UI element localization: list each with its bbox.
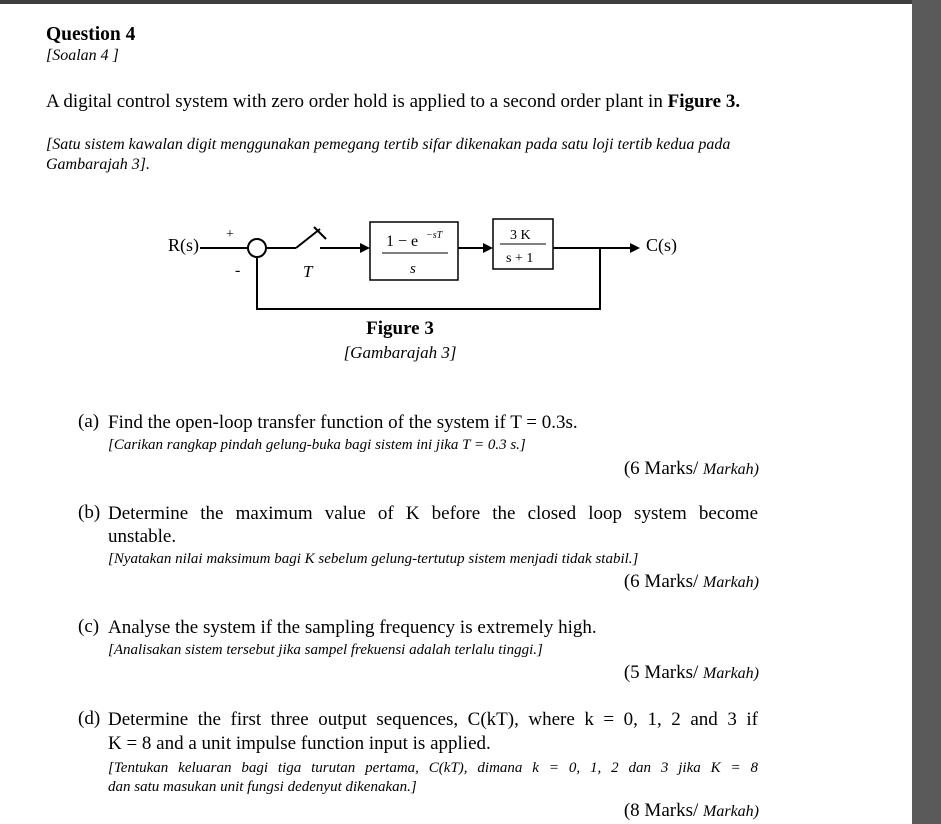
input-label: R(s) (168, 235, 199, 255)
zoh-denominator: s (410, 261, 416, 277)
sampler-switch (296, 229, 320, 248)
part-d-text-line1: Determine the first three output sequences, C(kT), where k = 0, 1, 2 and 3 if (108, 709, 758, 730)
plus-sign: + (226, 227, 234, 242)
plant-denominator: s + 1 (506, 251, 534, 266)
part-d-text-line2: K = 8 and a unit impulse function input is applied. (108, 733, 491, 754)
output-label: C(s) (646, 235, 677, 255)
question-subtitle: [Soalan 4 ] (46, 47, 119, 64)
summing-junction (248, 239, 266, 257)
part-a-text: Find the open-loop transfer function of the system if T = 0.3s. (108, 412, 578, 433)
part-b-marks (624, 571, 759, 593)
part-b-malay: [Nyatakan nilai maksimum bagi K sebelum gelung-tertutup sistem menjadi tidak stabil.] (108, 551, 639, 567)
minus-sign: - (235, 262, 241, 279)
sampler-label: T (303, 262, 313, 281)
part-b-label: (b) (78, 502, 101, 523)
viewer-background (912, 0, 941, 824)
output-arrow (630, 243, 640, 253)
part-d-marks (624, 800, 759, 822)
zoh-numerator: 1 − e (386, 233, 419, 250)
part-a-marks (624, 458, 759, 480)
part-a-malay: [Carikan rangkap pindah gelung-buka bagi sistem ini jika T = 0.3 s.] (108, 437, 526, 453)
figure-caption: Figure 3 (366, 318, 434, 339)
part-c-label: (c) (78, 616, 100, 637)
zoh-exponent: −sT (426, 230, 443, 241)
part-a-marks-ms: Markah) (703, 461, 759, 478)
part-d-marks-ms: Markah) (703, 803, 759, 820)
figure-caption-malay: [Gambarajah 3] (343, 343, 457, 362)
arrow-to-plant (483, 243, 493, 253)
part-c-text: Analyse the system if the sampling frequency is extremely high. (108, 617, 597, 638)
part-c-marks-en: (5 Marks/ (623, 662, 704, 683)
question-intro (46, 90, 760, 113)
block-diagram (160, 209, 700, 324)
part-b-text-line1: Determine the maximum value of K before the closed loop system become (108, 503, 758, 524)
part-b-text-line2: unstable. (108, 526, 177, 547)
part-c-marks-ms: Markah) (703, 665, 759, 682)
question-title: Question 4 (46, 24, 136, 45)
part-a-marks-en: (6 Marks/ (623, 458, 704, 479)
part-b-marks-en: (6 Marks/ (623, 571, 704, 592)
part-d-label: (d) (78, 708, 101, 729)
arrow-to-zoh (360, 243, 370, 253)
intro-text: A digital control system with zero order hold is applied to a second order plant in (46, 91, 668, 112)
part-c-marks (624, 662, 759, 684)
intro-figure-ref: Figure 3. (667, 91, 741, 112)
part-c-malay: [Analisakan sistem tersebut jika sampel frekuensi adalah terlalu tinggi.] (108, 642, 543, 658)
part-d-malay-line1: [Tentukan keluaran bagi tiga turutan pertama, C(kT), dimana k = 0, 1, 2 dan 3 jika K = 8 (108, 760, 758, 776)
part-b-marks-ms: Markah) (703, 574, 759, 591)
part-a-label: (a) (78, 411, 100, 432)
part-d-marks-en: (8 Marks/ (623, 800, 704, 821)
plant-numerator: 3 K (510, 228, 531, 243)
question-intro-malay: [Satu sistem kawalan digit menggunakan pemegang tertib sifar dikenakan pada satu loji tertib kedua pada Gambarajah 3]. (46, 136, 731, 173)
part-d-malay-line2: dan satu masukan unit fungsi dedenyut dikenakan.] (108, 779, 417, 795)
